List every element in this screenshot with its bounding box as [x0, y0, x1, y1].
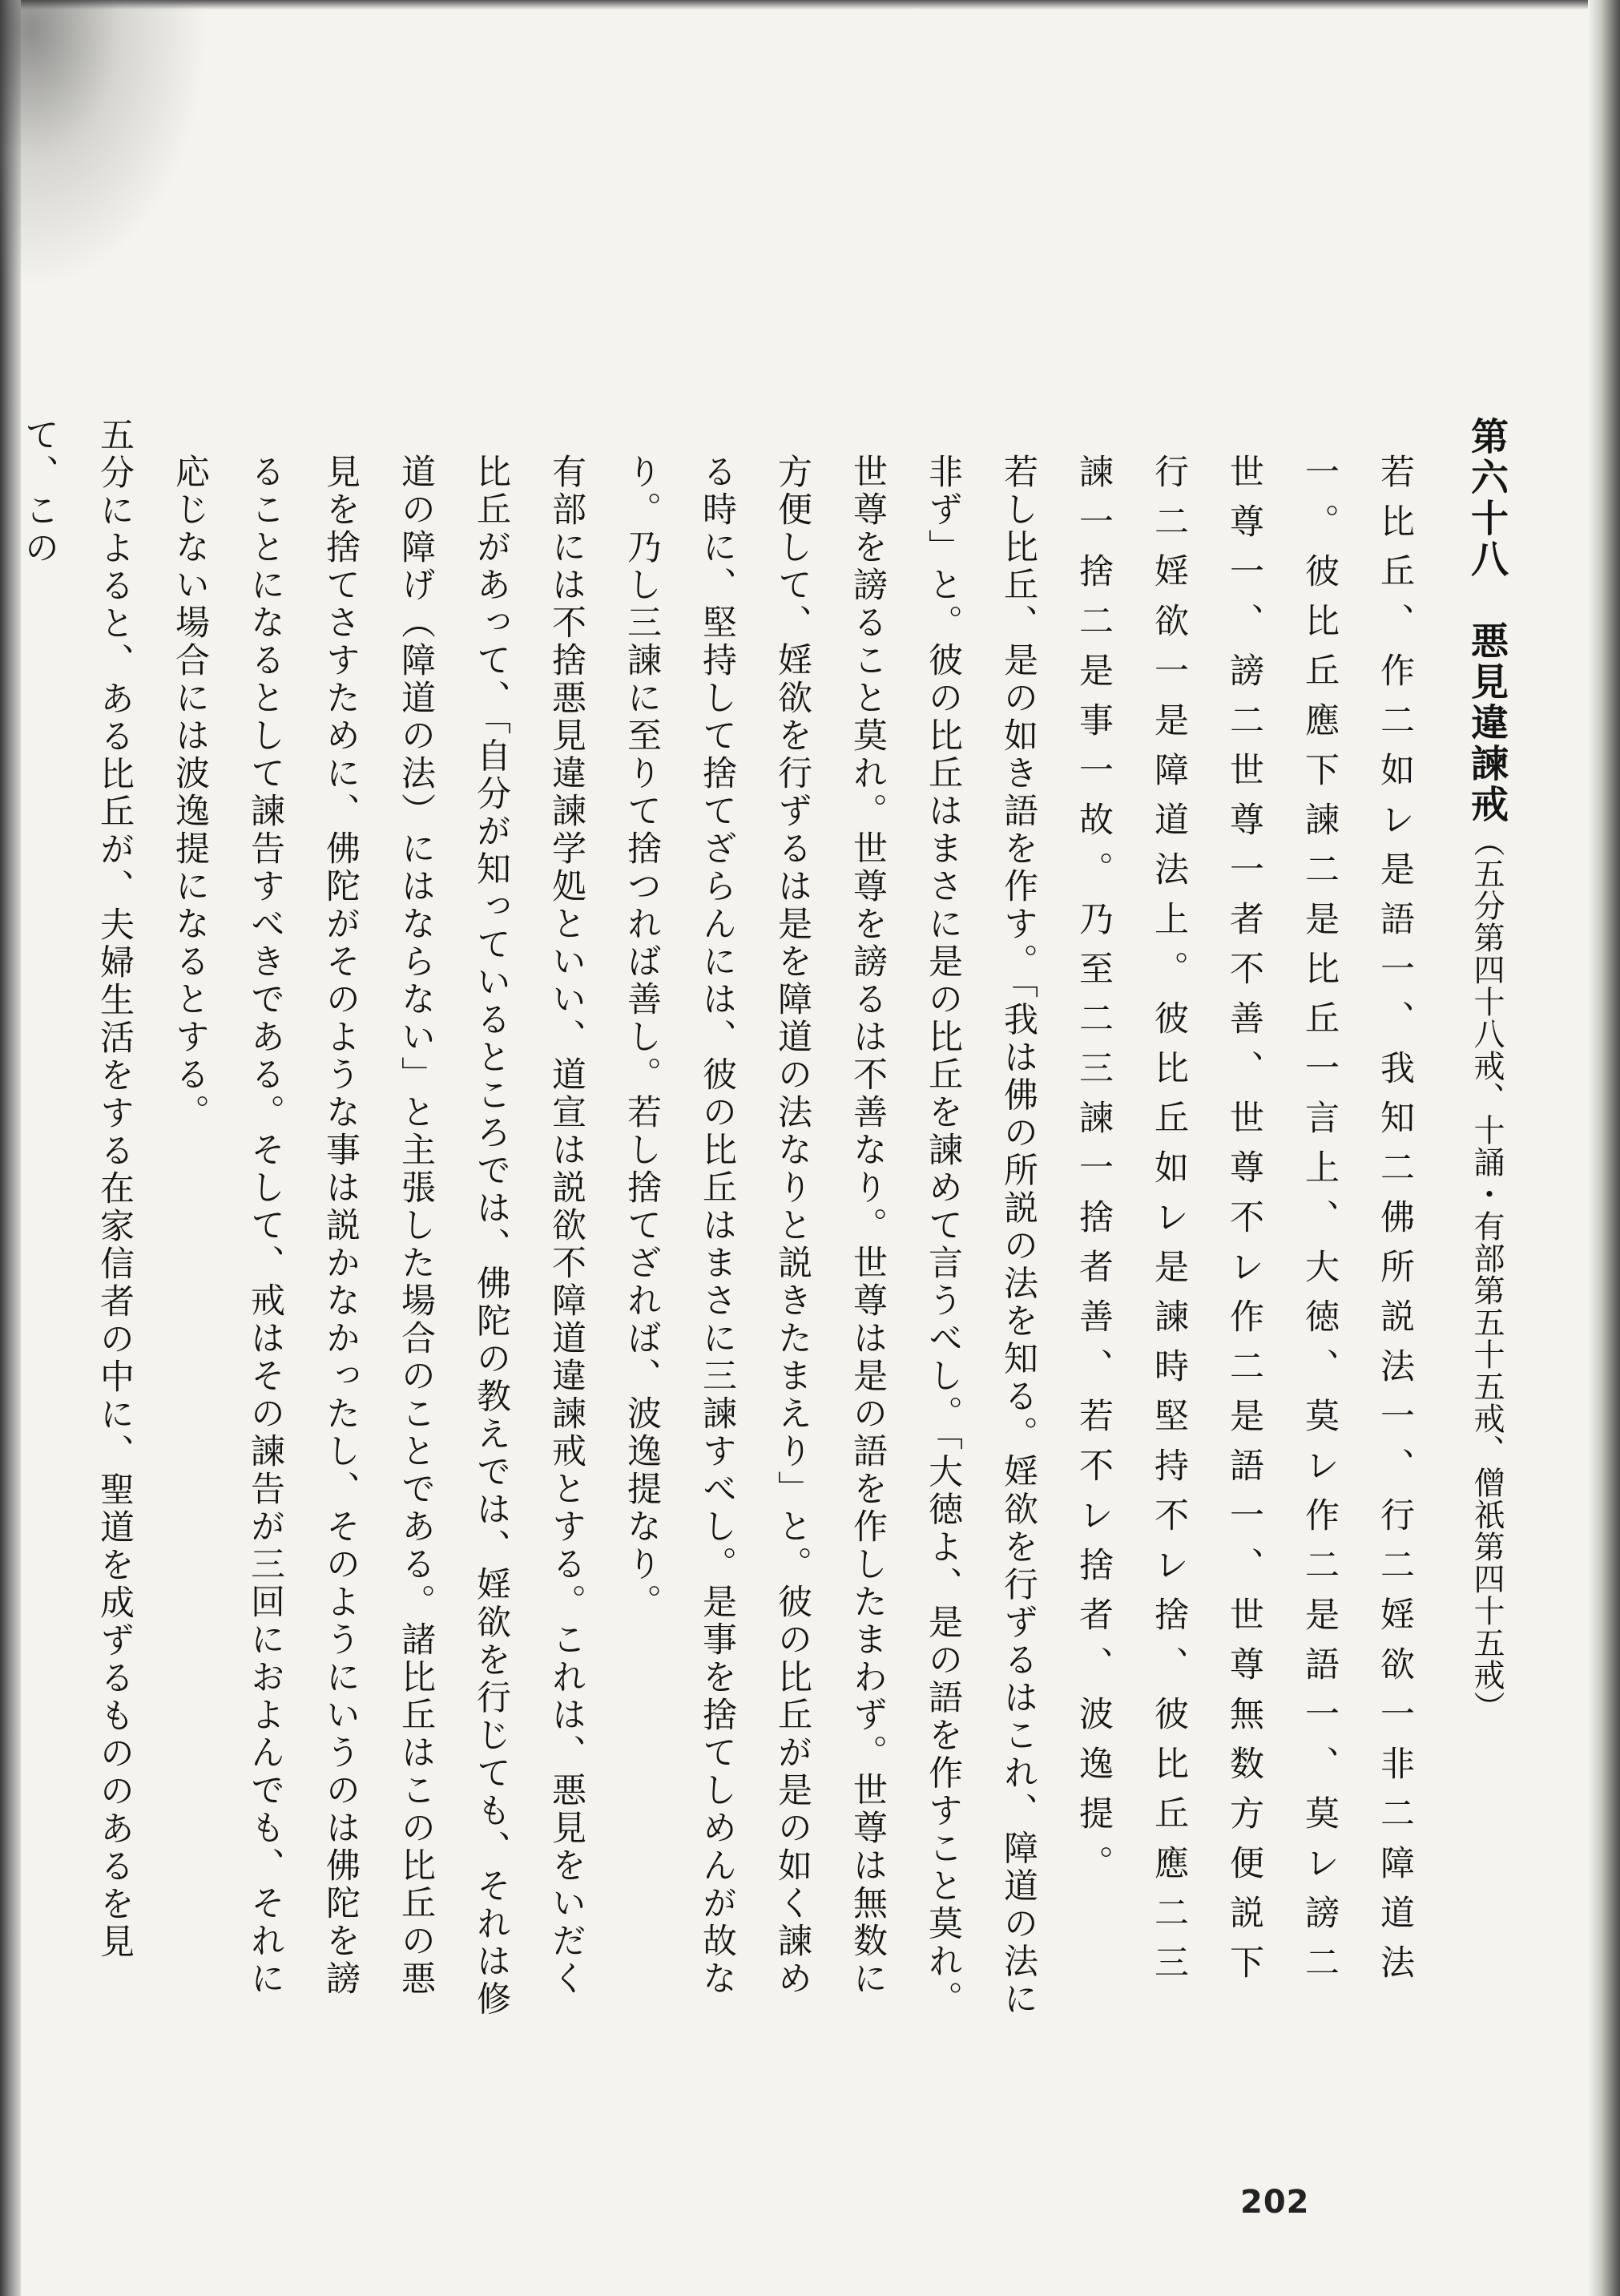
page-number: 202 [1240, 2184, 1310, 2221]
scan-right-edge [1588, 0, 1620, 2296]
scan-top-edge [0, 0, 1620, 10]
commentary-paragraph: 五分によると、ある比丘が、夫婦生活をする在家信者の中に、聖道を成ずるもののあるを見て、この [19, 417, 135, 1961]
scan-smudge [0, 0, 208, 289]
page-body [19, 417, 1524, 2020]
section-heading [1449, 417, 1524, 2020]
section-title: 第六十八 悪見違諫戒 [1465, 417, 1509, 825]
translation-text: 若し比丘、是の如き語を作す。「我は佛の所説の法を知る。婬欲を行ずるはこれ、障道の法に非ず」と。彼の比丘はまさに是の比丘を諫めて言うべし。「大徳よ、是の語を作すこと莫れ。世尊を謗ること莫れ。世尊を謗るは不善なり。世尊は是の語を作したまわず。世尊は無数に方便して、婬欲を行ずるは是を障道の法なりと説きたまえり」と。彼の比丘が是の如く諫める時に、堅持して捨てざらんには、彼の比丘はまさに三諫すべし。是事を捨てしめんが故なり。乃し三諫に至りて捨つれば善し。若し捨てざれば、波逸提なり。 [622, 454, 1038, 2019]
section-subtitle: （五分第四十八戒、十誦・有部第五十五戒、僧祇第四十五戒） [1469, 825, 1505, 1723]
commentary-paragraph: 有部には不捨悪見違諫学処といい、道宣は説欲不障道違諫戒とする。これは、悪見をいだく比丘があって、「自分が知っているところでは、佛陀の教えでは、婬欲を行じても、それは修道の障げ（障道の法）にはならない」と主張した場合のことである。諸比丘はこの比丘の悪見を捨てさすために、佛陀がそのような事は説かなかったし、そのようにいうのは佛陀を謗ることになるとして諫告すべきである。そして、戒はその諫告が三回におよんでも、それに応じない場合には波逸提になるとする。 [170, 454, 586, 2019]
kanbun-text: 若比丘、作二如レ是語一、我知二佛所説法一、行二婬欲一非二障道法一。彼比丘應下諫二是比丘一言上、大徳、莫レ作二是語一、莫レ謗二世尊一、謗二世尊一者不善、世尊不レ作二是語一、世尊無数方便説下行二婬欲一是障道法上。彼比丘如レ是諫時堅持不レ捨、彼比丘應二三諫一捨二是事一故。乃至二三諫一捨者善、若不レ捨者、波逸提。 [1074, 454, 1415, 1994]
